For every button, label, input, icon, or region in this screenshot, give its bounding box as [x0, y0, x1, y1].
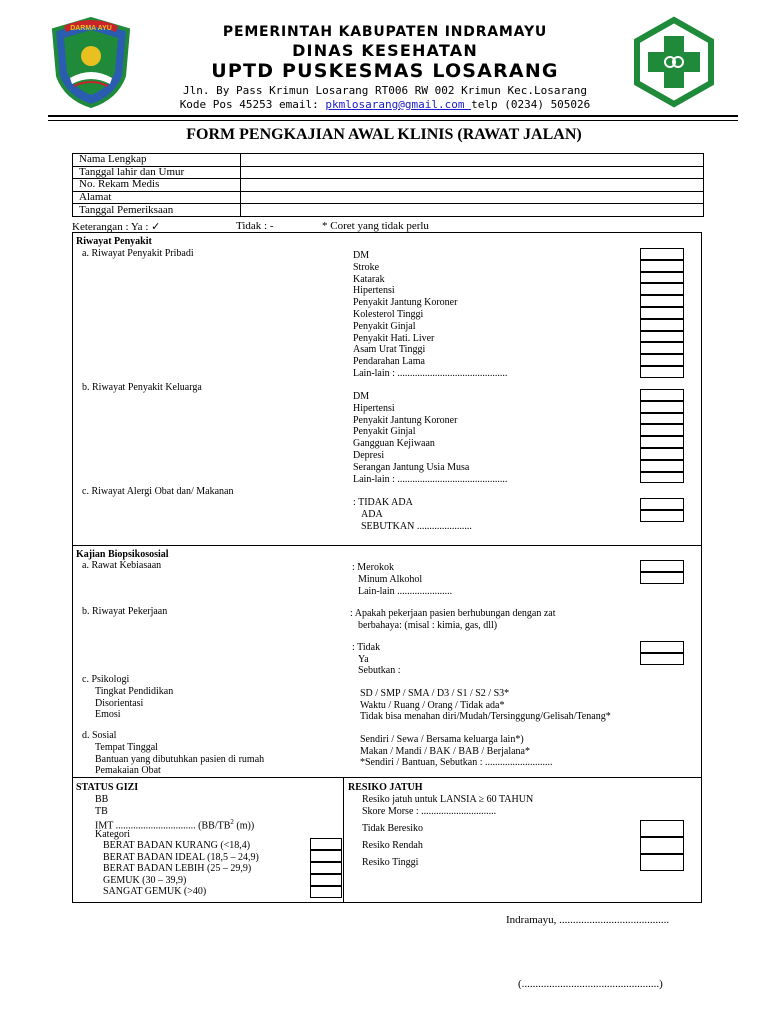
header-institution: UPTD PUSKESMAS LOSARANG	[211, 60, 559, 82]
header-contact: Kode Pos 45253 email: pkmlosarang@gmail.com telp (0234) 505026	[179, 98, 591, 111]
list-item: Sendiri / Sewa / Bersama keluarga lain*)	[360, 734, 524, 745]
table-row	[73, 204, 704, 217]
field-input[interactable]	[241, 179, 704, 192]
checkbox[interactable]	[640, 319, 684, 331]
section-divider	[72, 777, 702, 778]
list-item: Sebutkan :	[358, 665, 401, 676]
list-item: Katarak	[353, 273, 385, 285]
list-item: Tempat Tinggal	[95, 742, 158, 753]
checkbox[interactable]	[640, 413, 684, 425]
list-item: : TIDAK ADA	[353, 497, 413, 508]
table-row	[73, 166, 704, 179]
checkbox[interactable]	[640, 460, 684, 472]
checkbox[interactable]	[640, 498, 684, 510]
list-item: Pemakaian Obat	[95, 765, 161, 776]
gizi-kategori: Kategori	[95, 829, 130, 840]
list-item: Pendarahan Lama	[353, 356, 425, 368]
checkbox[interactable]	[310, 838, 342, 850]
list-item: Hipertensi	[353, 285, 395, 297]
checkmark-icon: ✓	[151, 220, 161, 233]
bio-c-label: c. Psikologi	[82, 674, 130, 685]
checkbox[interactable]	[640, 472, 684, 484]
checkbox[interactable]	[640, 510, 684, 522]
bio-b-label: b. Riwayat Pekerjaan	[82, 606, 168, 617]
bio-b-question-cont: berbahaya: (misal : kimia, gas, dll)	[358, 620, 498, 631]
list-item: Serangan Jantung Usia Musa	[353, 461, 470, 473]
field-input[interactable]	[241, 154, 704, 167]
checkbox[interactable]	[310, 874, 342, 886]
field-label: Tanggal Pemeriksaan	[73, 204, 241, 217]
section-title-resiko: RESIKO JATUH	[348, 782, 423, 793]
checkbox[interactable]	[640, 837, 684, 854]
list-item: Lain-lain ......................	[358, 586, 453, 597]
checkbox[interactable]	[640, 572, 684, 584]
list-item: SD / SMP / SMA / D3 / S1 / S2 / S3*	[360, 688, 510, 699]
checkbox[interactable]	[640, 272, 684, 284]
checkbox[interactable]	[640, 820, 684, 837]
checkbox[interactable]	[640, 283, 684, 295]
field-input[interactable]	[241, 166, 704, 179]
section-title-gizi: STATUS GIZI	[76, 782, 139, 793]
table-row	[73, 179, 704, 192]
list-item: : Tidak	[352, 642, 381, 653]
riwayat-c-label: c. Riwayat Alergi Obat dan/ Makanan	[82, 486, 234, 497]
list-item: *Sendiri / Bantuan, Sebutkan : ...........................	[360, 757, 553, 768]
legend-ya: Keterangan : Ya : ✓	[72, 220, 161, 233]
field-label: Tanggal lahir dan Umur	[73, 166, 241, 179]
table-row	[73, 154, 704, 167]
list-item: Ya	[358, 653, 369, 665]
header-rule-thin	[48, 120, 738, 121]
resiko-skore: Skore Morse : ..............................	[362, 806, 497, 817]
checkbox[interactable]	[640, 560, 684, 572]
checkbox[interactable]	[640, 389, 684, 401]
checkbox[interactable]	[640, 653, 684, 665]
list-item: BERAT BADAN LEBIH (25 – 29,9)	[103, 863, 252, 874]
list-item: ADA	[361, 508, 383, 520]
list-item: Resiko Rendah	[362, 840, 423, 851]
gizi-imt: IMT ................................ ($BB/TB^2$ (m))	[95, 818, 255, 832]
checkbox[interactable]	[640, 436, 684, 448]
regency-seal-icon	[50, 16, 132, 108]
header-rule	[48, 115, 738, 117]
header-address: Jln. By Pass Krimun Losarang RT006 RW 002 Krimun Kec.Losarang	[183, 84, 587, 97]
list-item: Penyakit Ginjal	[353, 320, 416, 332]
list-item: DM	[353, 391, 370, 402]
checkbox[interactable]	[640, 401, 684, 413]
checkbox[interactable]	[640, 448, 684, 460]
list-item: SANGAT GEMUK (>40)	[103, 886, 207, 897]
checkbox[interactable]	[640, 342, 684, 354]
header-government: PEMERINTAH KABUPATEN INDRAMAYU	[222, 24, 548, 40]
puskesmas-logo-icon	[628, 16, 720, 108]
list-item: Depresi	[353, 450, 385, 461]
checkbox[interactable]	[640, 366, 684, 378]
list-item: : Merokok	[352, 562, 394, 573]
table-row	[73, 191, 704, 204]
riwayat-a-label: a. Riwayat Penyakit Pribadi	[82, 248, 194, 259]
section-title-riwayat: Riwayat Penyakit	[76, 236, 152, 247]
list-item: Waktu / Ruang / Orang / Tidak ada*	[360, 699, 505, 711]
list-item: Makan / Mandi / BAK / BAB / Berjalana*	[360, 745, 530, 757]
checkbox[interactable]	[310, 862, 342, 874]
section-divider	[72, 545, 702, 546]
field-label: No. Rekam Medis	[73, 179, 241, 192]
checkbox[interactable]	[640, 424, 684, 436]
list-item: DM	[353, 250, 370, 261]
section-title-bio: Kajian Biopsikososial	[76, 549, 169, 560]
list-item: Tingkat Pendidikan	[95, 686, 174, 697]
checkbox[interactable]	[640, 641, 684, 653]
checkbox[interactable]	[640, 307, 684, 319]
resiko-lansia: Resiko jatuh untuk LANSIA ≥ 60 TAHUN	[362, 794, 534, 805]
list-item: Gangguan Kejiwaan	[353, 438, 435, 450]
list-item: Asam Urat Tinggi	[353, 344, 426, 356]
checkbox[interactable]	[310, 886, 342, 898]
list-item: GEMUK (30 – 39,9)	[103, 874, 187, 886]
list-item: Lain-lain : ............................................	[353, 473, 508, 485]
checkbox[interactable]	[640, 260, 684, 272]
gizi-bb: BB	[95, 794, 109, 805]
legend-note: * Coret yang tidak perlu	[322, 220, 429, 232]
signature-place-date: Indramayu, ........................................	[506, 914, 670, 926]
list-item: Penyakit Ginjal	[353, 426, 416, 438]
list-item: Disorientasi	[95, 697, 144, 709]
field-label: Alamat	[73, 191, 241, 204]
checkbox[interactable]	[640, 354, 684, 366]
list-item: Kolesterol Tinggi	[353, 309, 424, 320]
field-input[interactable]	[241, 191, 704, 204]
gizi-tb: TB	[95, 806, 108, 817]
list-item: Tidak Beresiko	[362, 823, 424, 834]
checkbox[interactable]	[640, 854, 684, 871]
email-link[interactable]: pkmlosarang@gmail.com	[325, 98, 472, 111]
list-item: BERAT BADAN KURANG (<18,4)	[103, 840, 251, 851]
list-item: Penyakit Jantung Koroner	[353, 414, 458, 426]
identity-table	[72, 153, 704, 217]
column-divider	[343, 778, 344, 902]
list-item: Penyakit Hati. Liver	[353, 332, 435, 344]
checkbox[interactable]	[310, 850, 342, 862]
legend-tidak: Tidak : -	[236, 220, 274, 232]
bio-d-label: d. Sosial	[82, 730, 117, 741]
list-item: Emosi	[95, 709, 121, 720]
checkbox[interactable]	[640, 331, 684, 343]
checkbox[interactable]	[640, 295, 684, 307]
field-label: Nama Lengkap	[73, 154, 241, 167]
list-item: Lain-lain : ............................................	[353, 368, 508, 379]
form-title: FORM PENGKAJIAN AWAL KLINIS (RAWAT JALAN)	[186, 126, 582, 143]
list-item: Hipertensi	[353, 402, 395, 414]
signature-name: (..................................................)	[518, 978, 663, 990]
list-item: Minum Alkohol	[358, 574, 423, 585]
header-department: DINAS KESEHATAN	[292, 41, 478, 60]
list-item: Resiko Tinggi	[362, 857, 419, 868]
bio-b-question: : Apakah pekerjaan pasien berhubungan dengan zat	[350, 608, 556, 619]
field-input[interactable]	[241, 204, 704, 217]
list-item: Stroke	[353, 261, 380, 273]
list-item: Bantuan yang dibutuhkan pasien di rumah	[95, 753, 265, 765]
list-item: Penyakit Jantung Koroner	[353, 297, 458, 309]
bio-a-label: a. Rawat Kebiasaan	[82, 560, 162, 571]
checkbox[interactable]	[640, 248, 684, 260]
svg-text:DARMA AYU: DARMA AYU	[70, 25, 112, 32]
list-item: Tidak bisa menahan diri/Mudah/Tersinggung/Gelisah/Tenang*	[360, 711, 611, 722]
riwayat-b-label: b. Riwayat Penyakit Keluarga	[82, 382, 202, 393]
list-item: BERAT BADAN IDEAL (18,5 – 24,9)	[103, 851, 259, 863]
list-item: SEBUTKAN ......................	[361, 520, 472, 532]
